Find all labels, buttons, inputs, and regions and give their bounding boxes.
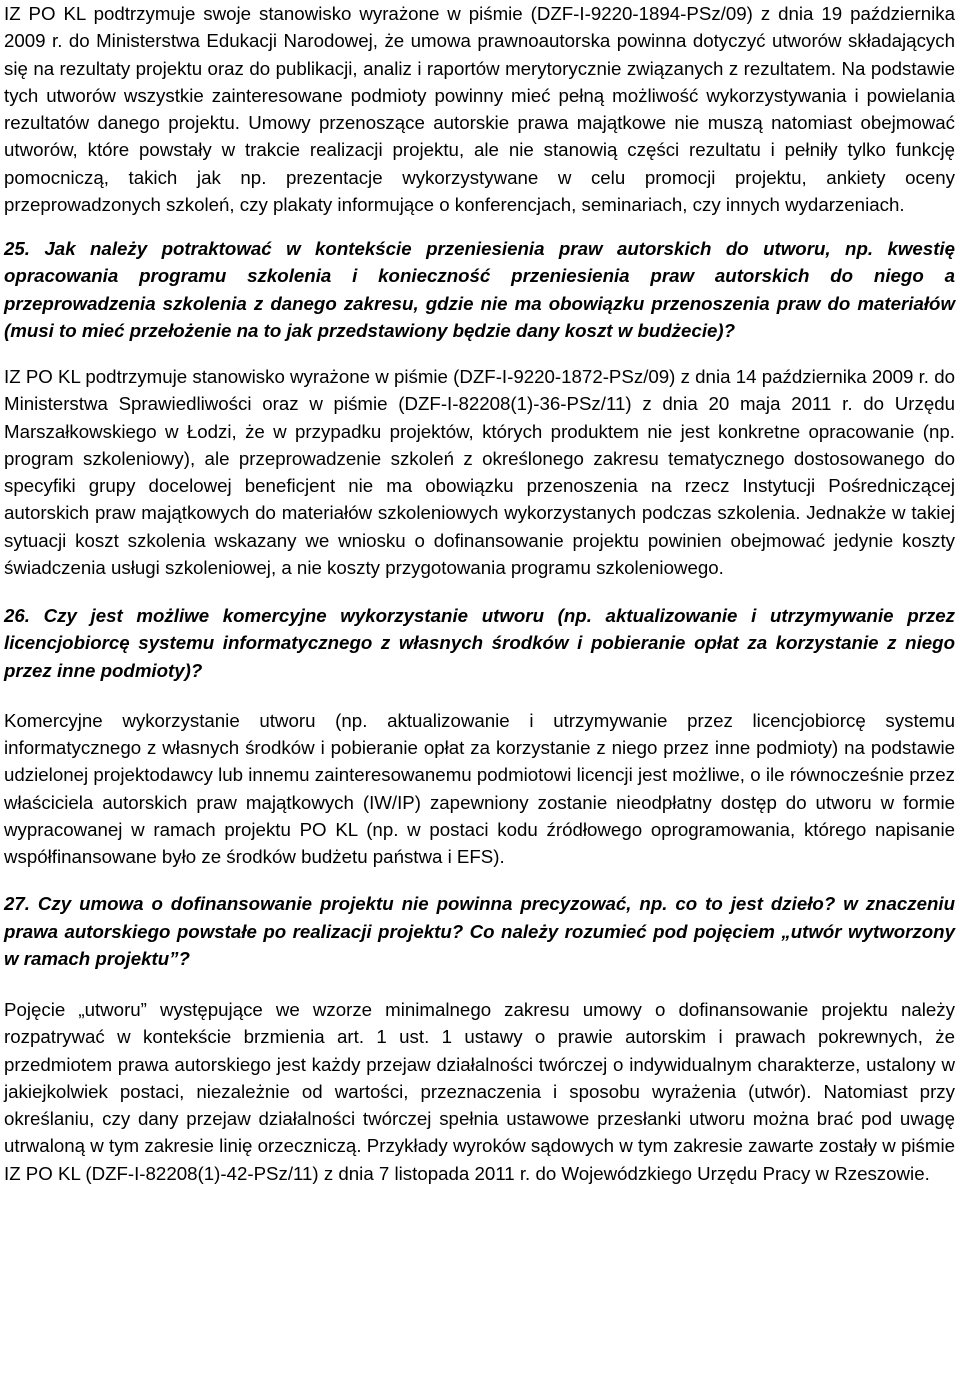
paragraph-answer-26: Komercyjne wykorzystanie utworu (np. aktualizowanie i utrzymywanie przez licencjobiorcę systemu informatycznego z własnych środków i pobieranie opłat za korzystanie z niego przez inne podmioty) na podstawie udzielonej projektodawcy lub innemu zainteresowanemu podmiotowi licencji jest możliwe, o ile równocześnie przez właściciela autorskich praw majątkowych (IW/IP) zapewniony zostanie nieodpłatny dostęp do utworu w formie wypracowanej w ramach projektu PO KL (np. w postaci kodu źródłowego oprogramowania, którego napisanie współfinansowane było ze środków budżetu państwa i EFS). (4, 709, 955, 867)
paragraph-answer-27: Pojęcie „utworu” występujące we wzorze minimalnego zakresu umowy o dofinansowanie projektu należy rozpatrywać w kontekście brzmienia art. 1 ust. 1 ustawy o prawie autorskim i prawach pokrewnych, że przedmiotem prawa autorskiego jest każdy przejaw działalności twórczej o indywidualnym charakterze, ustalony w jakiejkolwiek postaci, niezależnie od wartości, przeznaczenia i sposobu wyrażenia (utwór). Natomiast przy określaniu, czy dany przejaw działalności twórczej spełnia ustawowe przesłanki utworu można brać pod uwagę utrwaloną w tym zakresie linię orzeczniczą. Przykłady wyroków sądowych w tym zakresie zawarte zostały w piśmie IZ PO KL (DZF-I-82208(1)-42-PSz/11) z dnia 7 listopada 2011 r. do Wojewódzkiego Urzędu Pracy w Rzeszowie. (4, 999, 955, 1184)
question-26: 26. Czy jest możliwe komercyjne wykorzystanie utworu (np. aktualizowanie i utrzymywanie przez licencjobiorcę systemu informatycznego z własnych środków i pobieranie opłat za korzystanie z niego przez inne podmioty)? (4, 605, 955, 681)
paragraph-answer-25: IZ PO KL podtrzymuje stanowisko wyrażone w piśmie (DZF-I-9220-1872-PSz/09) z dnia 14 października 2009 r. do Ministerstwa Sprawiedliwości oraz w piśmie (DZF-I-82208(1)-36-PSz/11) z dnia 20 maja 2011 r. do Urzędu Marszałkowskiego w Łodzi, że w przypadku projektów, których produktem nie jest konkretne opracowanie (np. program szkoleniowy), ale przeprowadzenie szkoleń z określonego zakresu tematycznego dostosowanego do specyfiki grupy docelowej beneficjent nie ma obowiązku przenoszenia na rzecz Instytucji Pośredniczącej autorskich praw majątkowych do materiałów szkoleniowych wykorzystanych podczas szkolenia. Jednakże w takiej sytuacji koszt szkolenia wskazany we wniosku o dofinansowanie projektu powinien obejmować jedynie koszty świadczenia usługi szkoleniowej, a nie koszty przygotowania programu szkoleniowego. (4, 366, 955, 578)
question-27: 27. Czy umowa o dofinansowanie projektu nie powinna precyzować, np. co to jest dzieło? w znaczeniu prawa autorskiego powstałe po realizacji projektu? Co należy rozumieć pod pojęciem „utwór wytworzony w ramach projektu”? (4, 893, 955, 969)
document-page (4, 0, 955, 1187)
question-25: 25. Jak należy potraktować w kontekście przeniesienia praw autorskich do utworu, np. kwestię opracowania programu szkolenia i konieczność przeniesienia praw autorskich do niego a przeprowadzenia szkolenia z danego zakresu, gdzie nie ma obowiązku przenoszenia praw do materiałów (musi to mieć przełożenie na to jak przedstawiony będzie dany koszt w budżecie)? (4, 238, 955, 341)
paragraph-answer-24: IZ PO KL podtrzymuje swoje stanowisko wyrażone w piśmie (DZF-I-9220-1894-PSz/09) z dnia 19 października 2009 r. do Ministerstwa Edukacji Narodowej, że umowa prawnoautorska powinna dotyczyć utworów składających się na rezultaty projektu oraz do publikacji, analiz i raportów merytorycznie związanych z rezultatem. Na podstawie tych utworów wszystkie zainteresowane podmioty powinny mieć pełną możliwość wykorzystywania i powielania rezultatów danego projektu. Umowy przenoszące autorskie prawa majątkowe nie muszą natomiast obejmować utworów, które powstały w trakcie realizacji projektu, ale nie stanowią części rezultatu i pełniły tylko funkcję pomocniczą, takich jak np. prezentacje wykorzystywane w celu promocji projektu, ankiety oceny przeprowadzonych szkoleń, czy plakaty informujące o konferencjach, seminariach, czy innych wydarzeniach. (4, 3, 955, 215)
